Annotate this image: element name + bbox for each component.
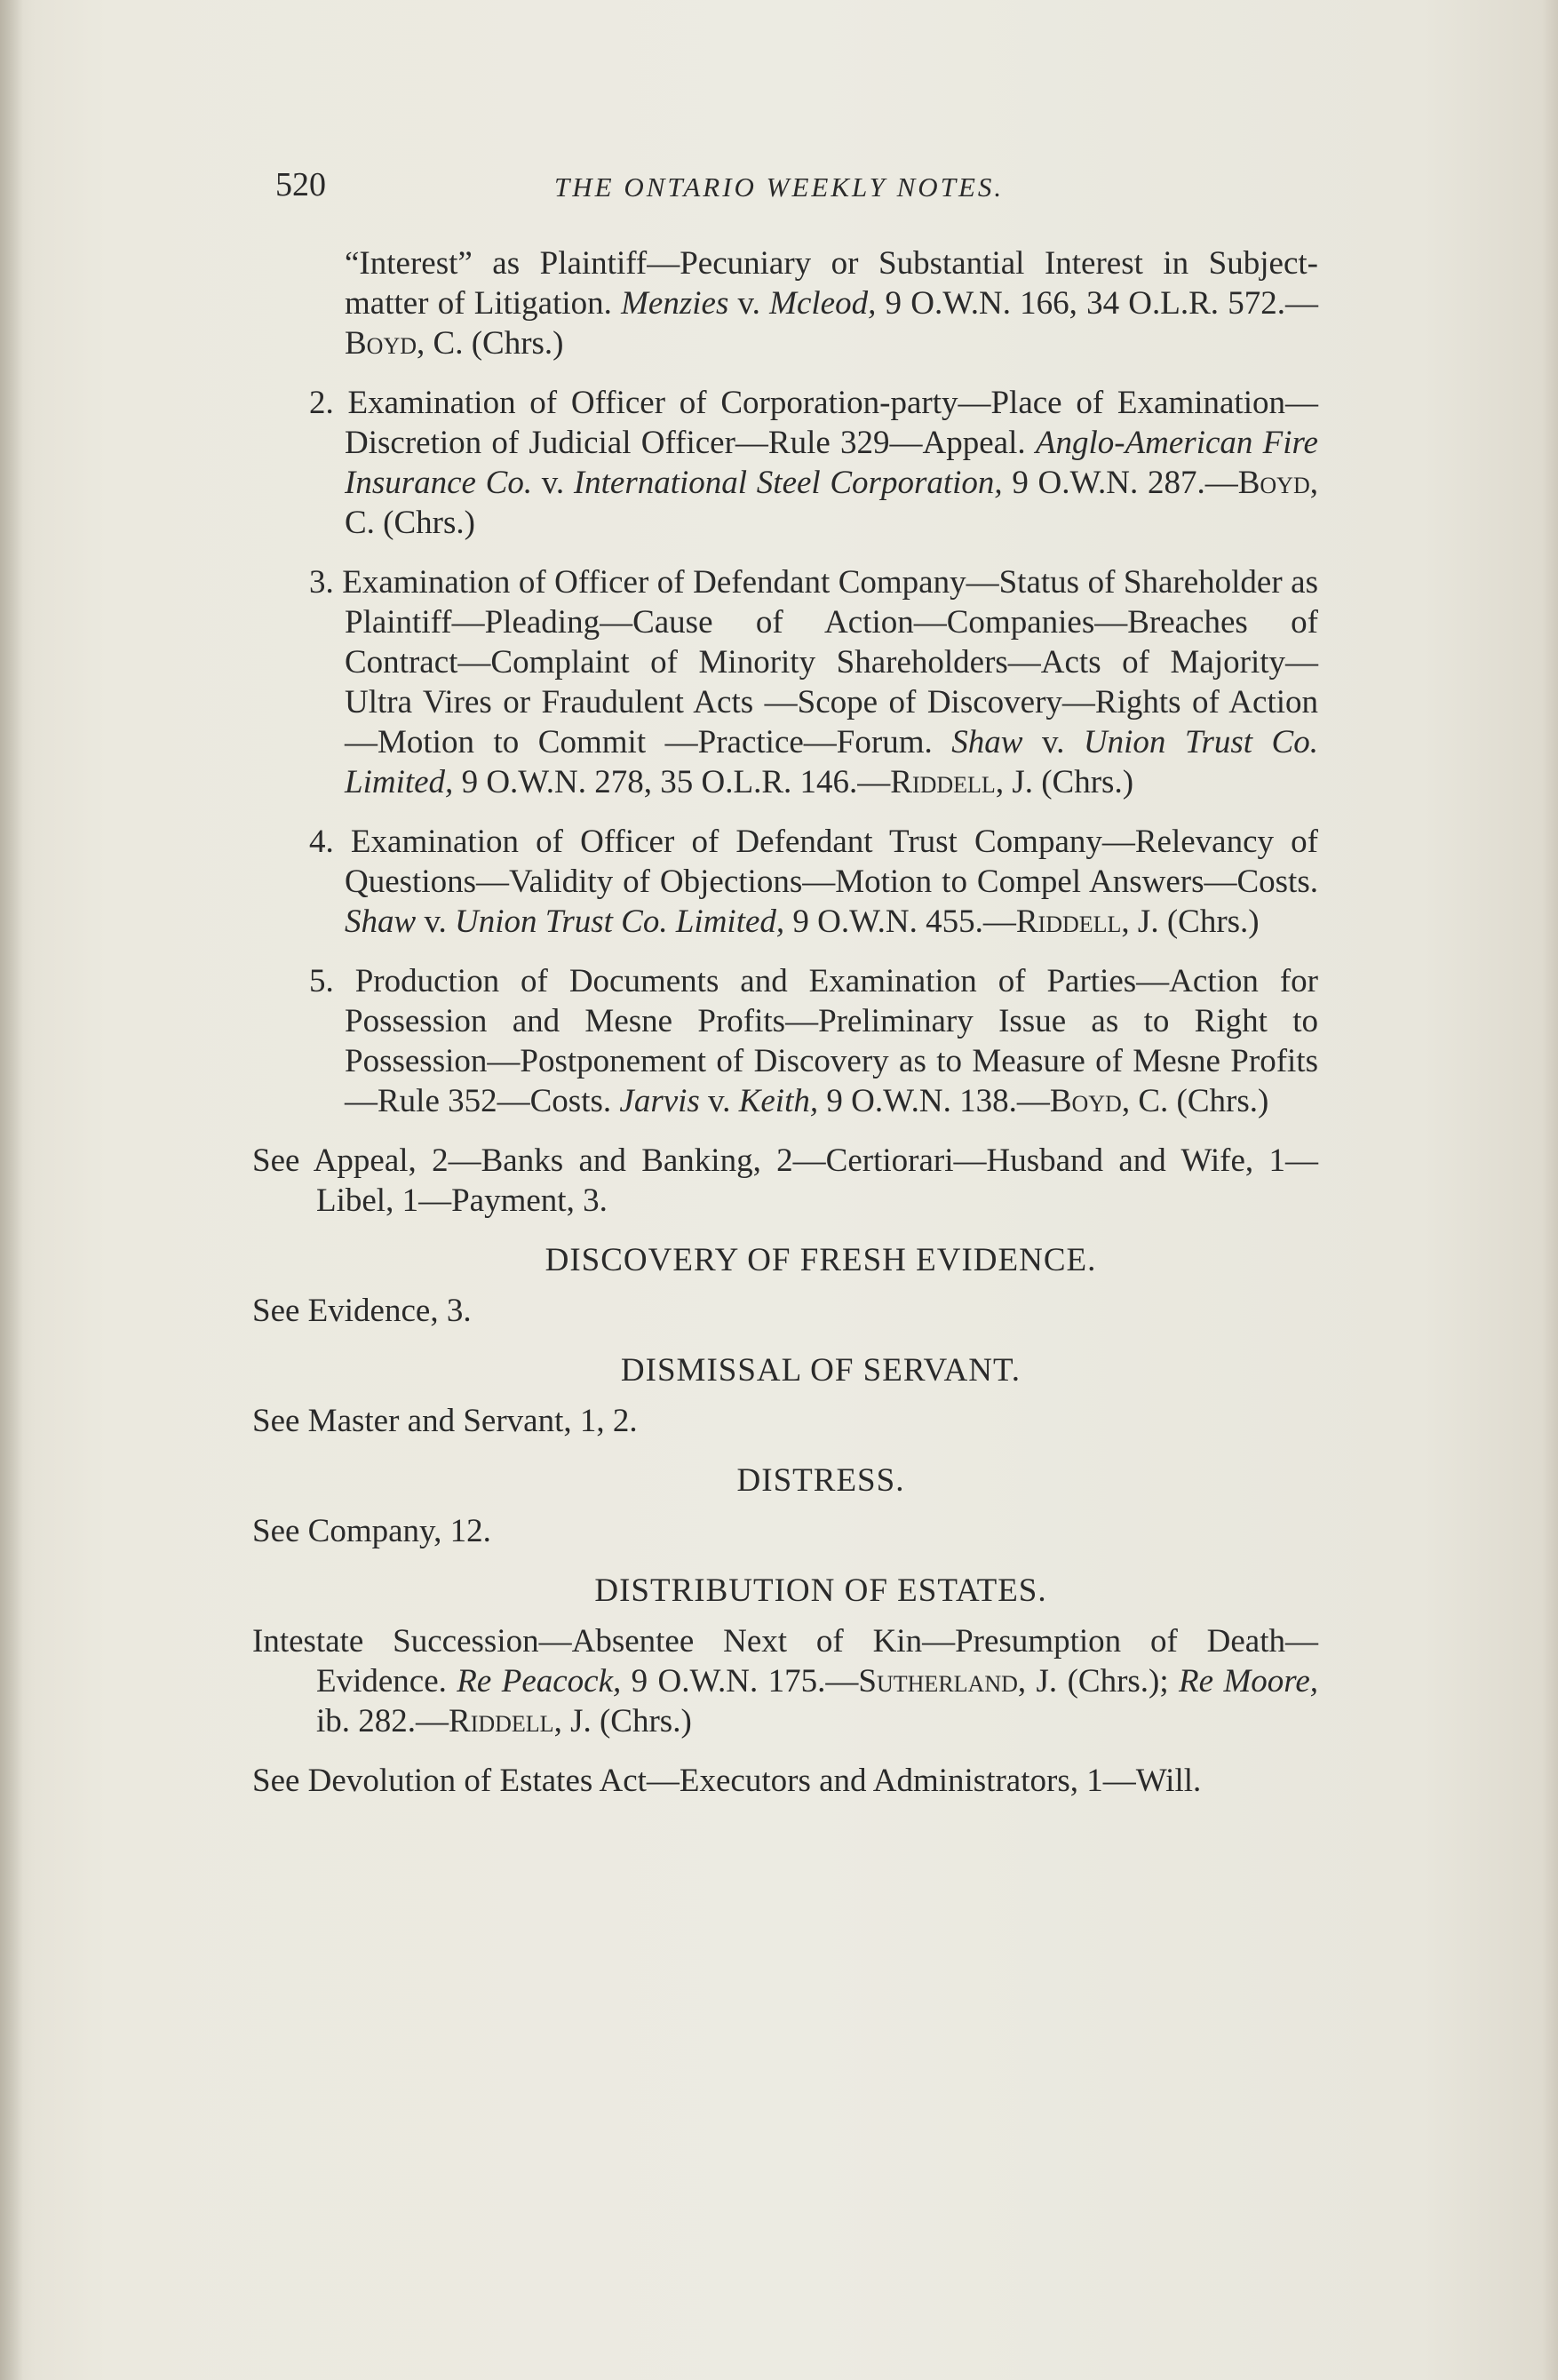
case-name: Re Peacock, <box>457 1663 622 1699</box>
case-name: Union Trust Co. Limited, <box>455 903 785 940</box>
section-heading-distribution: DISTRIBUTION OF ESTATES. <box>594 1572 1047 1609</box>
section-heading-distress: DISTRESS. <box>736 1462 905 1499</box>
see-also-discovery: See Appeal, 2—Banks and Banking, 2—Certiorari—Husband and Wife, 1—Libel, 1—Payment, 3. <box>252 1142 1318 1219</box>
case-name: Keith, <box>738 1083 819 1119</box>
judge-title: , J. (Chrs.) <box>1121 903 1260 940</box>
case-name: Shaw <box>951 724 1023 760</box>
versus: v. <box>699 1083 739 1119</box>
case-name: Union Trust Co. Limited, <box>345 724 1318 800</box>
page-header <box>252 165 1318 219</box>
entry-text: 2. Examination of Officer of Corporation-party—Place of Examination—Discretion of Judicial Officer—Rule 329—Appeal. <box>309 385 1318 461</box>
case-name: Anglo-American Fire Insurance Co. <box>345 425 1318 501</box>
entry-continued <box>252 243 1318 363</box>
versus: v. <box>532 465 574 501</box>
judge-name: Riddell <box>890 764 996 800</box>
spine-shadow <box>0 0 23 2380</box>
judge-name: Sutherland <box>858 1663 1018 1699</box>
citation: 9 O.W.N. 138.— <box>818 1083 1050 1119</box>
judge-title: , J. (Chrs.); <box>1017 1663 1180 1699</box>
case-name: Re Moore, <box>1179 1663 1318 1699</box>
entry-text: “Interest” as Plaintiff—Pecuniary or Substantial Interest in Subject-matter of Litigation. <box>345 245 1318 322</box>
see-also-fresh-evidence: See Evidence, 3. <box>252 1293 472 1329</box>
page-number: 520 <box>275 166 326 203</box>
versus: v. <box>728 285 770 322</box>
case-name: Shaw <box>345 903 417 940</box>
entry-item-2 <box>252 383 1318 543</box>
entry-item-5 <box>252 961 1318 1121</box>
versus: v. <box>1022 724 1084 760</box>
entry-text: 3. Examination of Officer of Defendant Company—Status of Shareholder as Plaintiff—Pleading—Cause of Action—Companies—Breaches of Contract—Complaint of Minority Shareholders—Acts of Majority—Ultra Vires or Fraudulent Acts —Scope of Discovery—Rights of Action—Motion to Commit —Practice—Forum. <box>309 564 1318 760</box>
entry-item-3 <box>252 562 1318 802</box>
case-name: Jarvis <box>619 1083 700 1119</box>
judge-name: Riddell <box>1015 903 1122 940</box>
versus: v. <box>416 903 456 940</box>
section-heading-fresh-evidence: DISCOVERY OF FRESH EVIDENCE. <box>545 1242 1097 1278</box>
entry-distribution <box>252 1621 1318 1741</box>
judge-title: , C. (Chrs.) <box>1121 1083 1269 1119</box>
entry-text: Intestate Succession—Absentee Next of Kin—Presumption of Death—Evidence. <box>252 1623 1318 1699</box>
case-name: Mcleod, <box>769 285 877 322</box>
citation: 9 O.W.N. 455.— <box>784 903 1016 940</box>
page-content <box>252 165 1318 1820</box>
judge-name: Boyd <box>345 325 417 362</box>
entry-text: 4. Examination of Officer of Defendant Trust Company—Relevancy of Questions—Validity of Objections—Motion to Compel Answers—Costs. <box>309 824 1318 900</box>
judge-name: Boyd <box>1049 1083 1122 1119</box>
judge-title: , J. (Chrs.) <box>995 764 1134 800</box>
citation: 9 O.W.N. 166, 34 O.L.R. 572.— <box>876 285 1319 322</box>
see-also-distress: See Company, 12. <box>252 1513 491 1549</box>
citation: ib. 282.— <box>316 1703 449 1739</box>
citation: 9 O.W.N. 287.— <box>1002 465 1238 501</box>
case-name: Menzies <box>621 285 729 322</box>
citation: 9 O.W.N. 278, 35 O.L.R. 146.— <box>453 764 891 800</box>
case-name: International Steel Corporation, <box>573 465 1003 501</box>
judge-name: Riddell <box>449 1703 554 1739</box>
entry-text: 5. Production of Documents and Examination of Parties—Action for Possession and Mesne Profits—Preliminary Issue as to Right to Possession—Postponement of Discovery as to Measure of Mesne Profits—Rule 352—Costs. <box>309 963 1318 1119</box>
judge-title: , C. (Chrs.) <box>345 465 1318 541</box>
running-head: THE ONTARIO WEEKLY NOTES. <box>554 171 1005 203</box>
see-also-distribution: See Devolution of Estates Act—Executors and Administrators, 1—Will. <box>252 1763 1202 1799</box>
see-also-dismissal: See Master and Servant, 1, 2. <box>252 1403 638 1439</box>
page-edge <box>1542 0 1558 2380</box>
judge-name: Boyd <box>1237 465 1310 501</box>
citation: 9 O.W.N. 175.— <box>621 1663 859 1699</box>
section-heading-dismissal: DISMISSAL OF SERVANT. <box>620 1352 1021 1389</box>
judge-title: , C. (Chrs.) <box>417 325 564 362</box>
judge-title: , J. (Chrs.) <box>553 1703 692 1739</box>
entry-item-4 <box>252 822 1318 942</box>
